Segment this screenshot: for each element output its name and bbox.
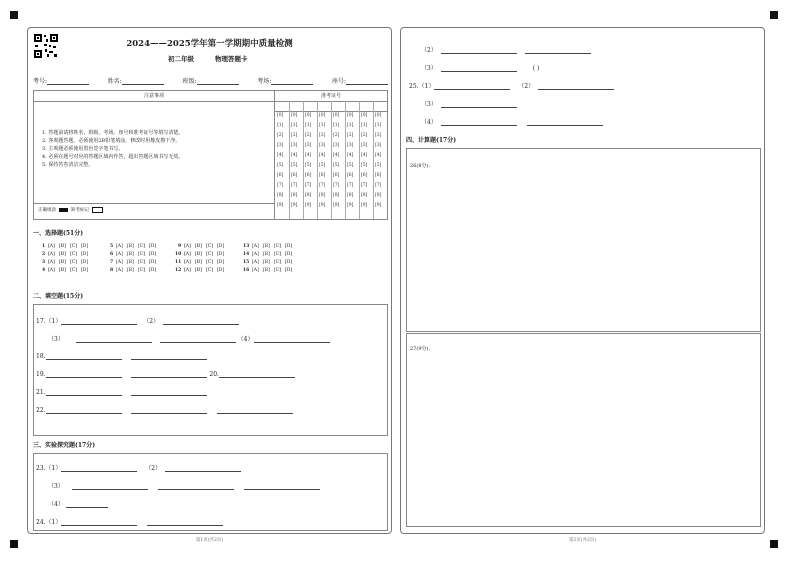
q26-label: 26(8分).	[410, 163, 431, 169]
q19-q20-row: 19. 20.	[36, 370, 295, 378]
grid-divider	[317, 101, 318, 219]
choice-bubble[interactable]: [D]	[217, 260, 225, 265]
field-room[interactable]: 考场:	[257, 76, 313, 85]
choice-question-number: 15	[243, 260, 250, 265]
exam-digit-bubble[interactable]: [6]	[277, 173, 284, 178]
q24-row1: 24.（1）	[36, 517, 223, 526]
card-title: 物理答题卡	[215, 55, 248, 63]
choice-bubble[interactable]: [A]	[252, 244, 259, 249]
exam-digit-bubble[interactable]: [0]	[319, 113, 326, 118]
exam-title: 2024——2025学年第一学期期中质量检测	[126, 39, 293, 49]
section-fill-title: 二、填空题(15分)	[33, 293, 84, 300]
choice-bubble[interactable]: [B]	[263, 252, 270, 257]
exam-digit-bubble[interactable]: [5]	[305, 163, 312, 168]
choice-question-number: 16	[243, 268, 250, 273]
choice-bubble[interactable]: [B]	[195, 244, 202, 249]
choice-bubble[interactable]: [A]	[48, 268, 55, 273]
choice-bubble[interactable]: [B]	[195, 260, 202, 265]
notice-item: 2. 客观题答题，必须使用2B铅笔填涂，修改时用橡皮擦干净。	[42, 138, 181, 144]
notice-list	[42, 129, 183, 169]
choice-bubble[interactable]: [B]	[59, 260, 66, 265]
exam-digit-bubble[interactable]: [3]	[319, 143, 326, 148]
q24-row3: （3） ( )	[421, 65, 540, 72]
choice-question-number: 1	[42, 244, 46, 249]
choice-bubble[interactable]: [D]	[285, 260, 293, 265]
exam-digit-bubble[interactable]: [9]	[291, 203, 298, 208]
choice-bracket[interactable]: ( )	[532, 65, 540, 72]
choice-bubble[interactable]: [D]	[217, 268, 225, 273]
exam-digit-bubble[interactable]: [6]	[333, 173, 340, 178]
choice-bubble[interactable]: [D]	[81, 260, 89, 265]
exam-digit-bubble[interactable]: [5]	[375, 163, 382, 168]
choice-bubble[interactable]: [D]	[81, 244, 89, 249]
answer-line[interactable]	[244, 482, 320, 490]
choice-bubble[interactable]: [C]	[206, 252, 213, 257]
answer-line[interactable]	[441, 64, 517, 72]
exam-digit-bubble[interactable]: [2]	[347, 133, 354, 138]
choice-bubble[interactable]: [A]	[48, 260, 55, 265]
choice-bubble[interactable]: [D]	[149, 252, 157, 257]
exam-digit-bubble[interactable]: [8]	[319, 193, 326, 198]
choice-bubble[interactable]: [B]	[263, 244, 270, 249]
notice-item: 5. 保持答卷清洁完整。	[42, 162, 94, 168]
choice-bubble[interactable]: [A]	[184, 268, 191, 273]
notice-item: 4. 必须在题号对应的答题区域内作答，超出答题区域书写无效。	[42, 154, 184, 160]
exam-digit-bubble[interactable]: [4]	[361, 153, 368, 158]
choice-question-number: 12	[175, 268, 182, 273]
choice-bubble[interactable]: [D]	[81, 268, 89, 273]
choice-bubble[interactable]: [B]	[59, 268, 66, 273]
legend-missing-label: 缺考标记	[71, 208, 89, 213]
exam-no-grid	[275, 111, 387, 219]
answer-line[interactable]	[131, 406, 207, 414]
answer-line[interactable]	[72, 482, 148, 490]
exam-digit-bubble[interactable]: [6]	[375, 173, 382, 178]
choice-bubble[interactable]: [D]	[285, 252, 293, 257]
exam-digit-bubble[interactable]: [7]	[319, 183, 326, 188]
exam-digit-bubble[interactable]: [6]	[347, 173, 354, 178]
choice-bubble[interactable]: [B]	[127, 260, 134, 265]
exam-digit-bubble[interactable]: [8]	[291, 193, 298, 198]
choice-bubble[interactable]: [A]	[116, 260, 123, 265]
notice-item: 1. 答题前请将姓名、班级、考场、座号和准考证号等填写清楚。	[42, 130, 184, 136]
choice-bubble[interactable]: [D]	[149, 260, 157, 265]
choice-bubble[interactable]: [D]	[217, 244, 225, 249]
field-exam-no[interactable]: 考号:	[33, 76, 89, 85]
exam-digit-bubble[interactable]: [4]	[305, 153, 312, 158]
choice-bubble[interactable]: [B]	[127, 244, 134, 249]
choice-bubble[interactable]: [A]	[252, 252, 259, 257]
exam-digit-bubble[interactable]: [5]	[347, 163, 354, 168]
info-fields	[33, 76, 388, 85]
exam-digit-bubble[interactable]: [7]	[305, 183, 312, 188]
section-experiment-title: 三、实验探究题(17分)	[33, 442, 96, 449]
section-choice-title: 一、选择题(51分)	[33, 230, 84, 237]
grid-divider	[289, 101, 290, 219]
exam-digit-bubble[interactable]: [7]	[291, 183, 298, 188]
grade-label: 初二年级	[168, 55, 194, 63]
field-name[interactable]: 姓名:	[108, 76, 164, 85]
exam-digit-bubble[interactable]: [3]	[347, 143, 354, 148]
answer-line[interactable]	[538, 82, 614, 90]
exam-digit-bubble[interactable]: [1]	[291, 123, 298, 128]
choice-bubble[interactable]: [A]	[252, 260, 259, 265]
q23-row3: （4）	[48, 499, 108, 508]
choice-bubble[interactable]: [B]	[127, 252, 134, 257]
exam-digit-bubble[interactable]: [1]	[361, 123, 368, 128]
footer-page-2: 第2页(共2页)	[568, 538, 597, 543]
choice-bubble[interactable]: [B]	[127, 268, 134, 273]
exam-digit-bubble[interactable]: [0]	[291, 113, 298, 118]
exam-digit-bubble[interactable]: [4]	[333, 153, 340, 158]
exam-no-header: 准考证号	[275, 91, 387, 102]
q27-label: 27(9分).	[410, 346, 431, 352]
exam-digit-bubble[interactable]: [1]	[347, 123, 354, 128]
exam-digit-bubble[interactable]: [1]	[305, 123, 312, 128]
choice-bubble[interactable]: [C]	[274, 252, 281, 257]
choice-question-number: 14	[243, 252, 250, 257]
exam-digit-bubble[interactable]: [9]	[277, 203, 284, 208]
field-seat[interactable]: 座号:	[332, 76, 388, 85]
q17-row2: （3） （4）	[48, 334, 330, 343]
notice-item: 3. 主观题必须使用黑色签字笔书写。	[42, 146, 124, 152]
exam-digit-bubble[interactable]: [0]	[347, 113, 354, 118]
field-class[interactable]: 班级:	[182, 76, 238, 85]
answer-line[interactable]	[66, 500, 108, 508]
choice-bubble[interactable]: [B]	[195, 252, 202, 257]
choice-bubble[interactable]: [A]	[184, 244, 191, 249]
choice-question-number: 3	[42, 260, 46, 265]
q23-row2: （3）	[48, 481, 320, 490]
answer-line[interactable]	[46, 352, 122, 360]
exam-digit-bubble[interactable]: [5]	[361, 163, 368, 168]
exam-digit-bubble[interactable]: [0]	[361, 113, 368, 118]
choice-question-number: 8	[110, 268, 114, 273]
choice-bubble[interactable]: [C]	[70, 252, 77, 257]
corner-mark	[770, 540, 778, 548]
answer-line[interactable]	[217, 406, 293, 414]
exam-digit-bubble[interactable]: [0]	[333, 113, 340, 118]
grid-divider	[331, 101, 332, 219]
choice-bubble[interactable]: [D]	[285, 268, 293, 273]
answer-line[interactable]	[434, 82, 510, 90]
choice-bubble[interactable]: [B]	[263, 268, 270, 273]
choice-bubble[interactable]: [C]	[70, 268, 77, 273]
choice-bubble[interactable]: [C]	[274, 244, 281, 249]
exam-digit-bubble[interactable]: [3]	[277, 143, 284, 148]
choice-bubble[interactable]: [C]	[274, 260, 281, 265]
filled-mark-icon	[59, 208, 68, 212]
exam-digit-bubble[interactable]: [0]	[305, 113, 312, 118]
exam-digit-bubble[interactable]: [7]	[333, 183, 340, 188]
choice-bubble[interactable]: [A]	[48, 252, 55, 257]
choice-question-number: 5	[110, 244, 114, 249]
left-page	[27, 27, 392, 543]
grid-divider	[345, 101, 346, 219]
exam-digit-bubble[interactable]: [3]	[291, 143, 298, 148]
choice-question-number: 9	[178, 244, 182, 249]
answer-line[interactable]	[46, 406, 122, 414]
exam-digit-bubble[interactable]: [7]	[347, 183, 354, 188]
q25-row3: （4）	[421, 117, 603, 126]
choice-question-number: 10	[175, 252, 182, 257]
corner-mark	[10, 11, 18, 19]
answer-line[interactable]	[527, 118, 603, 126]
divider	[34, 203, 274, 204]
exam-digit-bubble[interactable]: [4]	[319, 153, 326, 158]
legend	[38, 207, 103, 213]
exam-digit-bubble[interactable]: [3]	[305, 143, 312, 148]
choice-question-number: 6	[110, 252, 114, 257]
choice-bubble[interactable]: [C]	[70, 244, 77, 249]
exam-digit-bubble[interactable]: [0]	[277, 113, 284, 118]
exam-digit-bubble[interactable]: [7]	[375, 183, 382, 188]
q27-answer-box[interactable]	[406, 333, 761, 527]
answer-line[interactable]	[131, 388, 207, 396]
exam-digit-bubble[interactable]: [9]	[375, 203, 382, 208]
choice-bubble[interactable]: [B]	[263, 260, 270, 265]
exam-digit-bubble[interactable]: [9]	[361, 203, 368, 208]
grid-divider	[373, 101, 374, 219]
q24-row2: （2）	[421, 45, 591, 54]
answer-line[interactable]	[147, 518, 223, 526]
choice-bubble[interactable]: [C]	[138, 244, 145, 249]
exam-digit-bubble[interactable]: [8]	[277, 193, 284, 198]
footer-page-1: 第1页(共2页)	[195, 538, 224, 543]
q25-row1: 25.（1） （2）	[409, 81, 614, 90]
q22-row: 22.	[36, 406, 293, 414]
choice-bubble[interactable]: [A]	[184, 252, 191, 257]
choice-bubble[interactable]: [B]	[195, 268, 202, 273]
choice-bubble[interactable]: [A]	[252, 268, 259, 273]
exam-digit-bubble[interactable]: [8]	[333, 193, 340, 198]
exam-digit-bubble[interactable]: [6]	[319, 173, 326, 178]
exam-digit-bubble[interactable]: [2]	[277, 133, 284, 138]
choice-bubble[interactable]: [C]	[206, 260, 213, 265]
choice-bubble[interactable]: [D]	[149, 268, 157, 273]
exam-digit-bubble[interactable]: [9]	[319, 203, 326, 208]
exam-digit-bubble[interactable]: [7]	[277, 183, 284, 188]
choice-bubble[interactable]: [A]	[48, 244, 55, 249]
exam-digit-bubble[interactable]: [7]	[361, 183, 368, 188]
answer-line[interactable]	[61, 518, 137, 526]
answer-line[interactable]	[61, 464, 137, 472]
exam-digit-bubble[interactable]: [8]	[375, 193, 382, 198]
section-calc-title: 四、计算题(17分)	[406, 137, 457, 144]
exam-digit-bubble[interactable]: [2]	[333, 133, 340, 138]
choice-question-number: 7	[110, 260, 114, 265]
exam-digit-bubble[interactable]: [4]	[347, 153, 354, 158]
answer-line[interactable]	[441, 118, 517, 126]
exam-digit-bubble[interactable]: [5]	[333, 163, 340, 168]
choice-bubble[interactable]: [D]	[81, 252, 89, 257]
choice-question-number: 13	[243, 244, 250, 249]
answer-line[interactable]	[46, 388, 122, 396]
notice-box	[33, 90, 388, 220]
choice-bubble[interactable]: [A]	[116, 252, 123, 257]
choice-bubble[interactable]: [D]	[285, 244, 293, 249]
exam-digit-bubble[interactable]: [3]	[361, 143, 368, 148]
grid-divider	[303, 101, 304, 219]
q21-row: 21.	[36, 388, 207, 396]
choice-bubble[interactable]: [C]	[138, 268, 145, 273]
choice-bubble[interactable]: [C]	[138, 252, 145, 257]
choice-bubble[interactable]: [A]	[184, 260, 191, 265]
q18-row: 18.	[36, 352, 207, 360]
corner-mark	[10, 540, 18, 548]
exam-digit-bubble[interactable]: [2]	[319, 133, 326, 138]
exam-digit-bubble[interactable]: [9]	[347, 203, 354, 208]
answer-line[interactable]	[219, 370, 295, 378]
exam-digit-bubble[interactable]: [4]	[375, 153, 382, 158]
experiment-answer-box	[33, 453, 388, 531]
answer-line[interactable]	[441, 46, 517, 54]
exam-digit-bubble[interactable]: [1]	[277, 123, 284, 128]
missing-mark-checkbox[interactable]	[92, 207, 103, 213]
choice-bubble[interactable]: [C]	[206, 244, 213, 249]
answer-line[interactable]	[131, 352, 207, 360]
answer-line[interactable]	[254, 335, 330, 343]
answer-line[interactable]	[61, 317, 137, 325]
exam-digit-bubble[interactable]: [6]	[305, 173, 312, 178]
exam-digit-bubble[interactable]: [3]	[333, 143, 340, 148]
exam-digit-bubble[interactable]: [6]	[291, 173, 298, 178]
exam-digit-bubble[interactable]: [4]	[277, 153, 284, 158]
answer-line[interactable]	[525, 46, 591, 54]
choice-bubble[interactable]: [C]	[274, 268, 281, 273]
choice-bubble[interactable]: [A]	[116, 268, 123, 273]
choice-bubble[interactable]: [B]	[59, 244, 66, 249]
answer-line[interactable]	[163, 317, 239, 325]
exam-digit-bubble[interactable]: [2]	[291, 133, 298, 138]
exam-digit-bubble[interactable]: [1]	[319, 123, 326, 128]
choice-bubble[interactable]: [C]	[70, 260, 77, 265]
q26-answer-box[interactable]	[406, 148, 761, 332]
choice-bubble[interactable]: [D]	[149, 244, 157, 249]
answer-line[interactable]	[131, 370, 207, 378]
choice-bubble[interactable]: [B]	[59, 252, 66, 257]
corner-mark	[770, 11, 778, 19]
exam-digit-bubble[interactable]: [8]	[361, 193, 368, 198]
answer-line[interactable]	[158, 482, 234, 490]
answer-line[interactable]	[46, 370, 122, 378]
exam-digit-bubble[interactable]: [6]	[361, 173, 368, 178]
fill-answer-box	[33, 304, 388, 436]
exam-digit-bubble[interactable]: [2]	[305, 133, 312, 138]
exam-digit-bubble[interactable]: [5]	[319, 163, 326, 168]
q25-row2: （3）	[421, 99, 517, 108]
exam-digit-bubble[interactable]: [2]	[375, 133, 382, 138]
answer-line[interactable]	[165, 464, 241, 472]
exam-digit-bubble[interactable]: [9]	[333, 203, 340, 208]
choice-bubble[interactable]: [C]	[206, 268, 213, 273]
notice-header: 注意事项	[34, 91, 275, 102]
choice-bubble[interactable]: [A]	[116, 244, 123, 249]
choice-question-number: 4	[42, 268, 46, 273]
legend-correct-label: 正确填涂	[38, 208, 56, 213]
answer-line[interactable]	[441, 100, 517, 108]
choice-bubble[interactable]: [C]	[138, 260, 145, 265]
answer-line[interactable]	[160, 335, 236, 343]
q23-row1: 23.（1） （2）	[36, 463, 241, 472]
q17-row1: 17.（1） （2）	[36, 316, 239, 325]
exam-digit-bubble[interactable]: [3]	[375, 143, 382, 148]
exam-digit-bubble[interactable]: [4]	[291, 153, 298, 158]
grid-divider	[359, 101, 360, 219]
exam-digit-bubble[interactable]: [1]	[333, 123, 340, 128]
choice-bubble[interactable]: [D]	[217, 252, 225, 257]
exam-digit-bubble[interactable]: [9]	[305, 203, 312, 208]
exam-digit-bubble[interactable]: [2]	[361, 133, 368, 138]
exam-digit-bubble[interactable]: [5]	[277, 163, 284, 168]
choice-question-number: 11	[175, 260, 182, 265]
exam-digit-bubble[interactable]: [1]	[375, 123, 382, 128]
exam-digit-bubble[interactable]: [5]	[291, 163, 298, 168]
exam-digit-bubble[interactable]: [8]	[347, 193, 354, 198]
exam-digit-bubble[interactable]: [0]	[375, 113, 382, 118]
choice-question-number: 2	[42, 252, 46, 257]
right-page	[400, 27, 765, 543]
exam-digit-bubble[interactable]: [8]	[305, 193, 312, 198]
answer-line[interactable]	[76, 335, 152, 343]
